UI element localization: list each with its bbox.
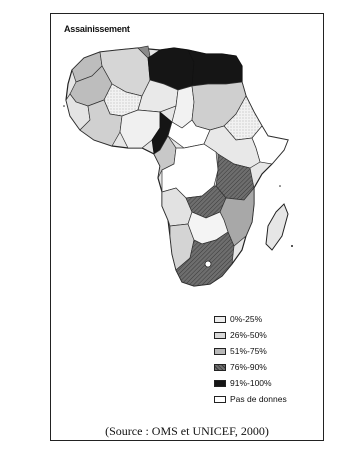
legend-label: Pas de donnes [230, 394, 287, 404]
legend-label: 51%-75% [230, 346, 267, 356]
island-dot [291, 245, 293, 247]
legend-swatch [214, 364, 226, 371]
source-caption: (Source : OMS et UNICEF, 2000) [105, 424, 269, 438]
map-title: Assainissement [64, 24, 130, 34]
legend-label: 0%-25% [230, 314, 263, 324]
region-lesotho [205, 261, 211, 267]
legend-item-91-100 [214, 378, 322, 390]
region-egypt [188, 50, 242, 86]
legend-item-51-75 [214, 346, 322, 358]
legend-swatch [214, 380, 226, 387]
legend-item-no-data [214, 394, 322, 406]
africa-map [56, 36, 318, 326]
legend-label: 91%-100% [230, 378, 272, 388]
legend-item-76-90 [214, 362, 322, 374]
legend-item-26-50 [214, 330, 322, 342]
island-dot [63, 105, 65, 107]
region-madagascar [266, 204, 288, 250]
island-dot [279, 185, 281, 187]
legend-swatch [214, 348, 226, 355]
legend-label: 76%-90% [230, 362, 267, 372]
legend-label: 26%-50% [230, 330, 267, 340]
legend-swatch [214, 332, 226, 339]
legend-swatch [214, 396, 226, 403]
legend-swatch [214, 316, 226, 323]
legend-item-0-25 [214, 314, 322, 326]
